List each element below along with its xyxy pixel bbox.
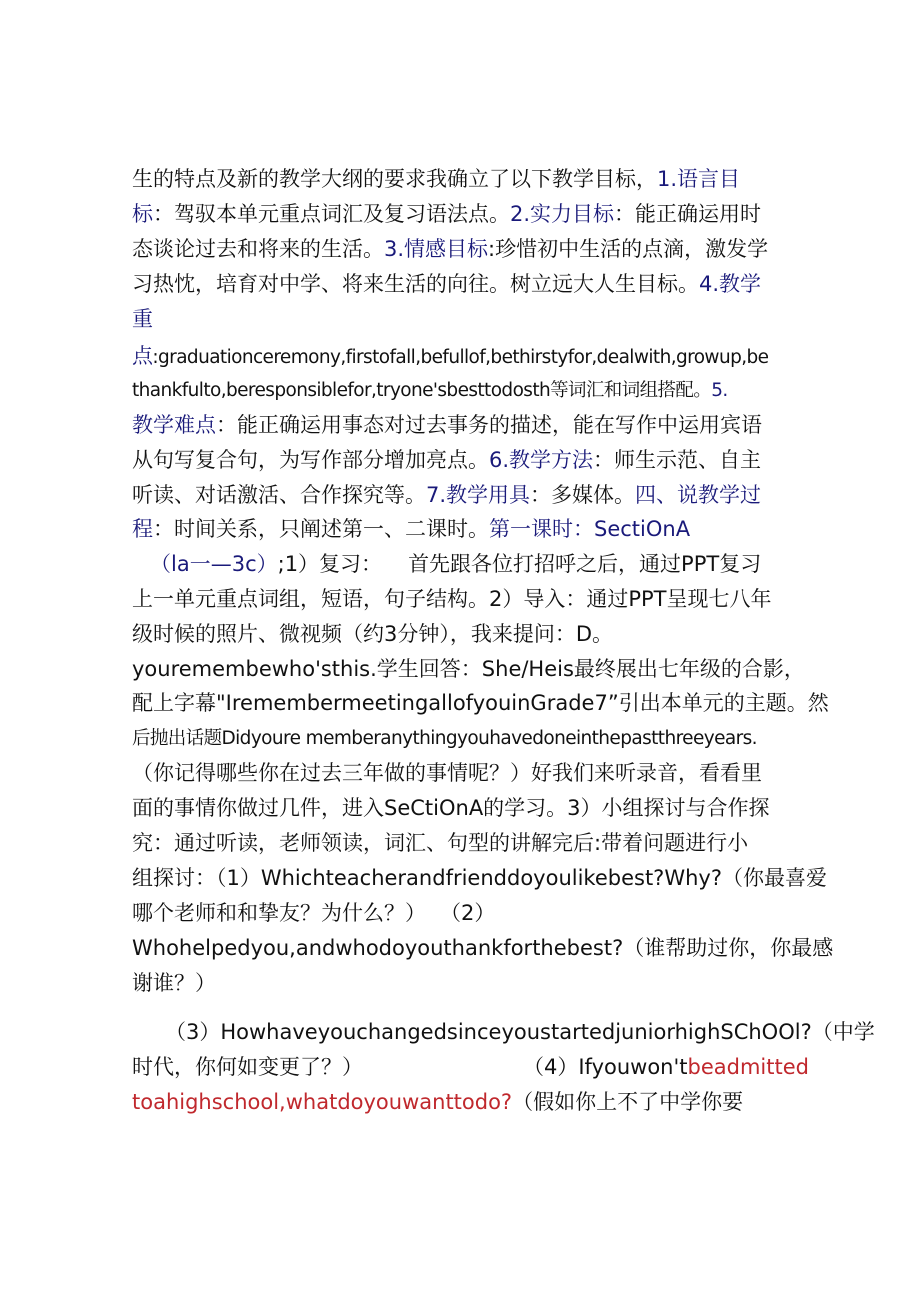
text-line-27: toahighschool,whatdoyouwanttodo?（假如你上不了中学你要 [132,1090,744,1114]
text-line-9: 从句写复合句，为写作部分增加亮点。6.教学方法：师生示范、自主 [132,448,762,472]
text-line-21: 组探讨：（1）Whichteacherandfrienddoyoulikebest?Why?（你最喜爱 [132,866,827,890]
text-line-17: 后抛出话题Didyoure memberanythingyouhavedoneinthepastthreeyears. [132,728,757,749]
text-line-12: （la一—3c）;1）复习： 首先跟各位打招呼之后，通过PPT复习 [150,552,762,576]
text-line-23: Whohelpedyou,andwhodoyouthankforthebest?（谁帮助过你，你最感 [132,936,834,960]
text-line-16: 配上字幕"IremembermeetingallofyouinGrade7”引出本单元的主题。然 [132,691,829,715]
text-line-5: 重 [132,307,153,331]
text-line-1: 生的特点及新的教学大纲的要求我确立了以下教学目标，1.语言目 [132,167,741,191]
text-line-19: 面的事情你做过几件，进入SeCtiOnA的学习。3）小组探讨与合作探 [132,796,770,820]
text-line-8: 教学难点：能正确运用事态对过去事务的描述，能在写作中运用宾语 [132,413,762,437]
text-line-20: 究：通过听读，老师领读，词汇、句型的讲解完后:带着问题进行小 [132,831,749,855]
text-line-4: 习热忱，培育对中学、将来生活的向往。树立远大人生目标。4.教学 [132,272,762,296]
text-line-2: 标：驾驭本单元重点词汇及复习语法点。2.实力目标：能正确运用时 [132,202,762,226]
text-line-7: thankfulto,beresponsiblefor,tryone'sbesttodosth等词汇和词组搭配。5. [132,380,728,401]
text-line-13: 上一单元重点词组，短语，句子结构。2）导入：通过PPT呈现七八年 [132,587,772,611]
text-line-25: （3）HowhaveyouchangedsinceyoustartedjuniorhighSChOOl?（中学 [165,1020,875,1044]
text-line-14: 级时候的照片、微视频（约3分钟），我来提问：D。 [132,622,614,646]
text-line-26: 时代，你何如变更了？） （4）Ifyouwon'tbeadmitted [132,1055,809,1079]
text-line-22: 哪个老师和和挚友？为什么？） （2） [132,901,496,925]
text-line-6: 点:graduationceremony,firstofall,befullof,bethirstyfor,dealwith,growup,be [132,344,769,368]
text-line-15: youremembewho'sthis.学生回答：She/Heis最终展出七年级的合影， [132,657,805,681]
text-line-18: （你记得哪些你在过去三年做的事情呢？）好我们来听录音，看看里 [132,761,762,785]
text-line-10: 听读、对话激活、合作探究等。7.教学用具：多媒体。四、说教学过 [132,483,762,507]
text-line-11: 程：时间关系，只阐述第一、二课时。第一课时：SectiOnA [132,517,691,541]
text-line-3: 态谈论过去和将来的生活。3.情感目标:珍惜初中生活的点滴，激发学 [132,237,769,261]
text-line-24: 谢谁？） [132,971,216,995]
